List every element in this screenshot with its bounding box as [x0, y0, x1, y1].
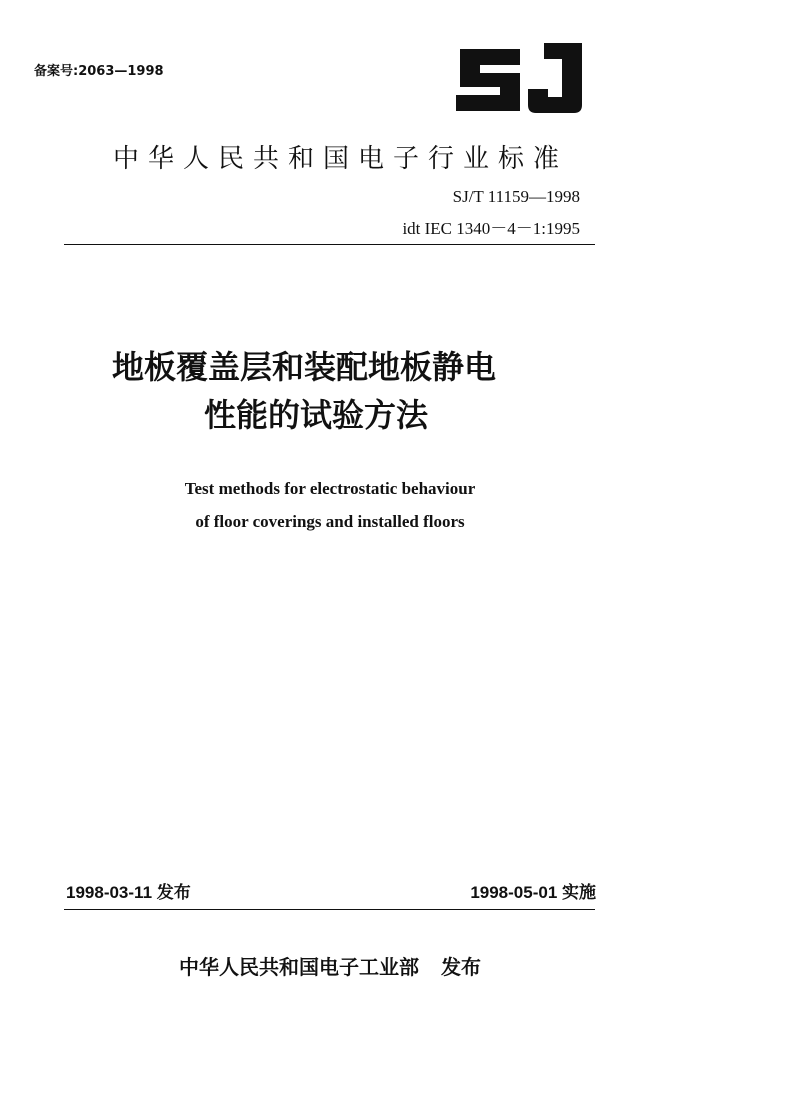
publisher-action: 发布: [441, 955, 481, 979]
implementation-date: 1998-05-01 实施: [470, 883, 596, 902]
chinese-title-line-2: 性能的试验方法: [204, 396, 429, 434]
english-title-line-1: Test methods for electrostatic behaviour: [184, 479, 476, 498]
english-title: [150, 472, 510, 538]
publisher: [179, 951, 481, 980]
standard-equivalence: idt IEC 1340－4－1:1995: [402, 219, 580, 238]
chinese-title-line-1: 地板覆盖层和装配地板静电: [112, 348, 497, 386]
filing-number: 备案号:2063—1998: [34, 64, 164, 79]
sj-logo: [452, 43, 584, 117]
header-divider: [64, 244, 595, 245]
standard-number: SJ/T 11159—1998: [452, 187, 580, 206]
footer-divider: [64, 909, 595, 910]
standard-organization: 中华人民共和国电子行业标准: [113, 144, 569, 174]
chinese-title: [112, 343, 572, 439]
english-title-line-2: of floor coverings and installed floors: [195, 512, 465, 531]
issue-date: 1998-03-11 发布: [66, 883, 191, 902]
publisher-name: 中华人民共和国电子工业部: [179, 955, 419, 979]
